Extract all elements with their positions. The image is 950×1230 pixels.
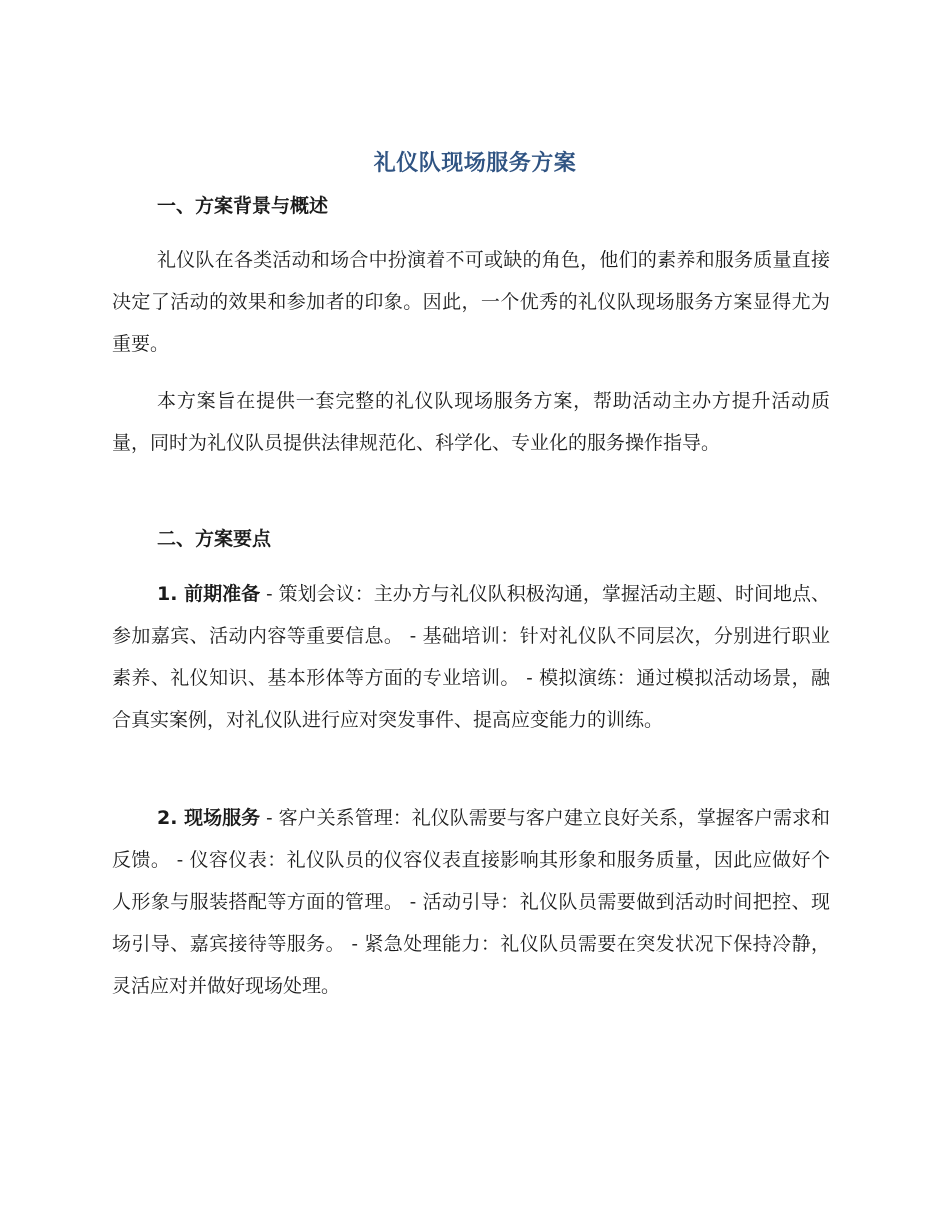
paragraph-background-2: 本方案旨在提供一套完整的礼仪队现场服务方案，帮助活动主办方提升活动质量，同时为礼仪队员提供法律规范化、科学化、专业化的服务操作指导。 [112, 390, 830, 454]
key-point-lead: 1. 前期准备 [157, 583, 261, 605]
document-title: 礼仪队现场服务方案 [373, 151, 577, 176]
paragraph-background-1: 礼仪队在各类活动和场合中扮演着不可或缺的角色，他们的素养和服务质量直接决定了活动的效果和参加者的印象。因此，一个优秀的礼仪队现场服务方案显得尤为重要。 [112, 249, 830, 355]
key-point-item [112, 573, 830, 741]
key-point-text: - 客户关系管理：礼仪队需要与客户建立良好关系，掌握客户需求和反馈。 - 仪容仪表：礼仪队员的仪容仪表直接影响其形象和服务质量，因此应做好个人形象与服装搭配等方面的管理。 - 活动引导：礼仪队员需要做到活动时间把控、现场引导、嘉宾接待等服务。 - 紧急处理能力：礼仪队员需要在突发状况下保持冷静，灵活应对并做好现场处理。 [112, 807, 830, 997]
key-point-item [112, 797, 830, 1007]
key-point-text: - 策划会议：主办方与礼仪队积极沟通，掌握活动主题、时间地点、参加嘉宾、活动内容等重要信息。 - 基础培训：针对礼仪队不同层次，分别进行职业素养、礼仪知识、基本形体等方面的专业培训。 - 模拟演练：通过模拟活动场景，融合真实案例，对礼仪队进行应对突发事件、提高应变能力的训练。 [112, 583, 830, 731]
section-heading-background: 一、方案背景与概述 [157, 195, 329, 217]
section-heading-key-points: 二、方案要点 [157, 528, 272, 550]
key-point-lead: 2. 现场服务 [157, 807, 261, 829]
